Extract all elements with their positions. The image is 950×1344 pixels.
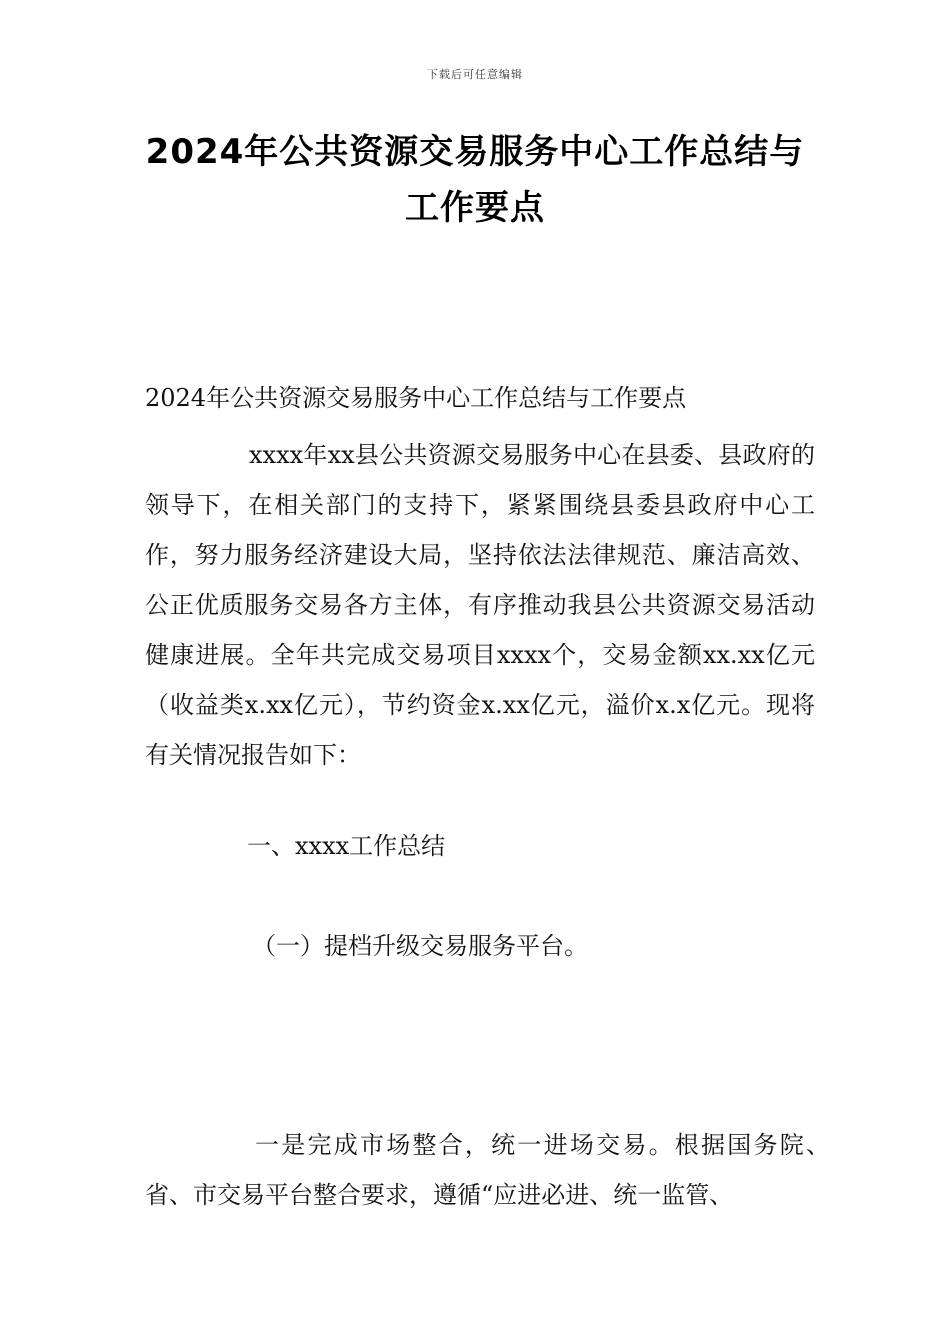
title-line-1: 2024年公共资源交易服务中心工作总结与 <box>145 132 805 172</box>
section-heading-1: 一、xxxx工作总结 <box>247 832 446 860</box>
subsection-heading-1: （一）提档升级交易服务平台。 <box>252 932 588 960</box>
document-title <box>100 124 850 236</box>
paragraph-market-integration: 一是完成市场整合，统一进场交易。根据国务院、省、市交易平台整合要求，遵循“应进必进、统一监管、 <box>145 1131 830 1209</box>
header-note: 下载后可任意编辑 <box>427 68 523 81</box>
document-subtitle: 2024年公共资源交易服务中心工作总结与工作要点 <box>145 384 687 412</box>
intro-paragraph: xxxx年xx县公共资源交易服务中心在县委、县政府的领导下，在相关部门的支持下，紧紧围绕县委县政府中心工作，努力服务经济建设大局，坚持依法法律规范、廉洁高效、公正优质服务交易各方主体，有序推动我县公共资源交易活动健康进展。全年共完成交易项目xxxx个，交易金额xx.xx亿元（收益类x.xx亿元），节约资金x.xx亿元，溢价x.x亿元。现将有关情况报告如下： <box>145 441 815 769</box>
title-line-2: 工作要点 <box>405 188 545 228</box>
